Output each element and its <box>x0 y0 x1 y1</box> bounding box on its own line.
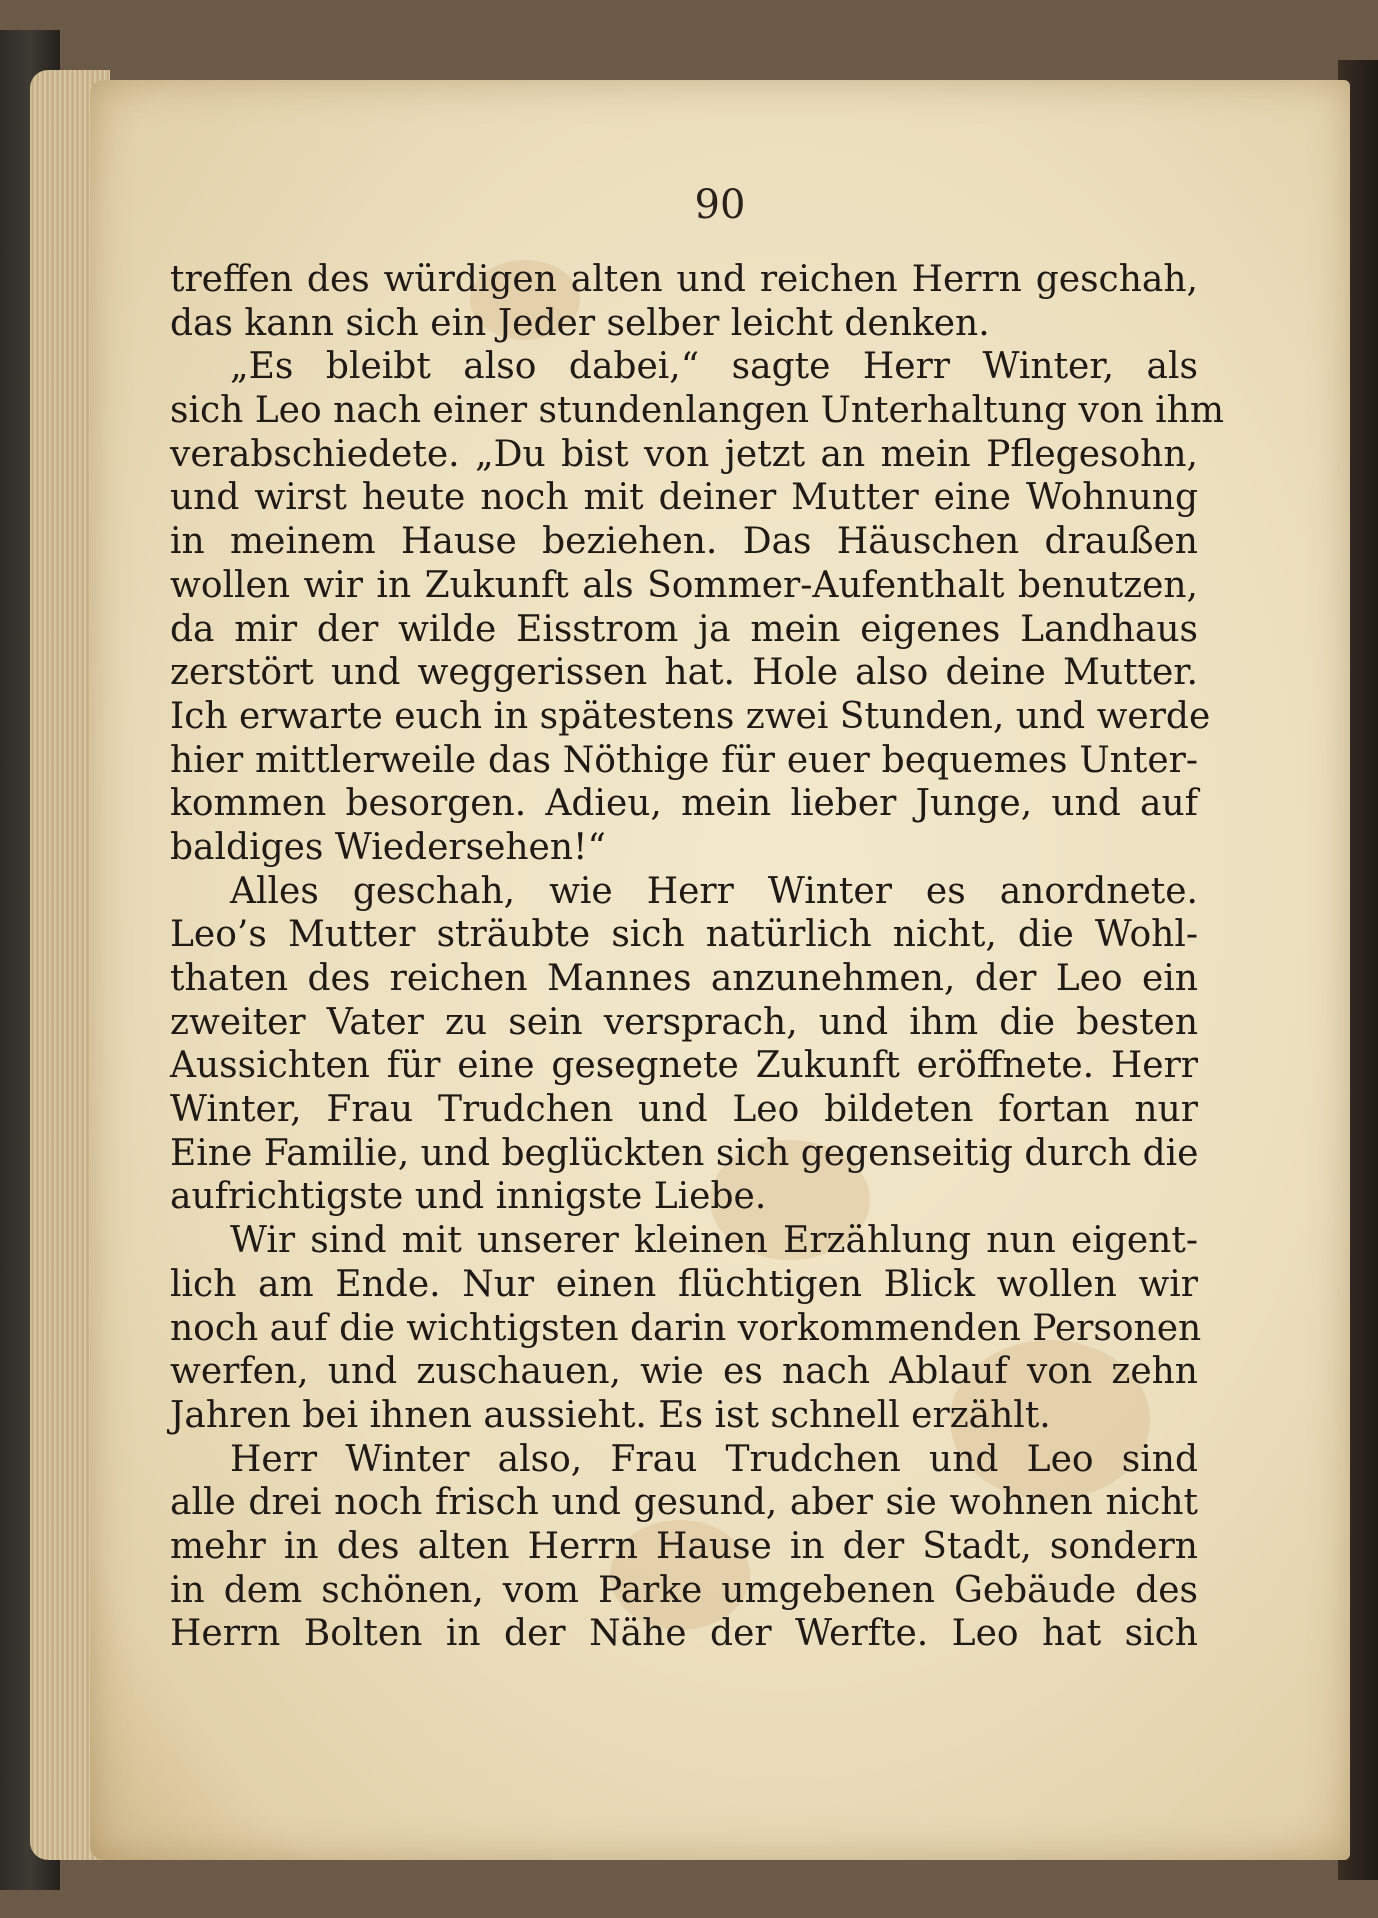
text-line: thaten des reichen Mannes anzunehmen, der Leo ein <box>170 958 1198 999</box>
text-line: sich Leo nach einer stundenlangen Unterhaltung von ihm <box>170 390 1224 432</box>
text-line: verabschiedete. „Du bist von jetzt an mein Pflegesohn, <box>170 433 1198 475</box>
text-line: baldiges Wiedersehen!“ <box>170 826 606 868</box>
text-line: werfen, und zuschauen, wie es nach Ablauf von zehn <box>170 1351 1198 1393</box>
text-line: „Es bleibt also dabei,“ sagte Herr Winter, als <box>230 346 1198 388</box>
text-line: mehr in des alten Herrn Hause in der Stadt, sondern <box>170 1525 1198 1567</box>
text-line: hier mittlerweile das Nöthige für euer bequemes Unter- <box>170 739 1198 781</box>
body-text <box>170 258 1224 1656</box>
text-line: Leo’s Mutter sträubte sich natürlich nicht, die Wohl- <box>170 914 1198 956</box>
text-line: Wir sind mit unserer kleinen Erzählung nun eigent- <box>230 1220 1198 1262</box>
text-line: Herr Winter also, Frau Trudchen und Leo sind <box>230 1438 1198 1480</box>
page-number: 90 <box>694 182 746 228</box>
text-line: und wirst heute noch mit deiner Mutter eine Wohnung <box>170 477 1198 519</box>
text-line: in meinem Hause beziehen. Das Häuschen draußen <box>170 521 1198 563</box>
text-line: zweiter Vater zu sein versprach, und ihm die besten <box>170 1001 1198 1043</box>
text-line: wollen wir in Zukunft als Sommer-Aufenthalt benutzen, <box>170 564 1198 606</box>
text-line: noch auf die wichtigsten darin vorkommenden Personen <box>170 1307 1202 1349</box>
text-line: Ich erwarte euch in spätestens zwei Stunden, und werde <box>170 695 1211 737</box>
text-line: Alles geschah, wie Herr Winter es anordnete. <box>230 870 1198 912</box>
text-line: treffen des würdigen alten und reichen Herrn geschah, <box>170 259 1198 300</box>
text-line: kommen besorgen. Adieu, mein lieber Junge, und auf <box>170 783 1198 825</box>
text-line: Herrn Bolten in der Nähe der Werfte. Leo hat sich <box>170 1613 1198 1655</box>
text-line: zerstört und weggerissen hat. Hole also deine Mutter. <box>170 652 1198 694</box>
text-line: Aussichten für eine gesegnete Zukunft eröffnete. Herr <box>170 1045 1198 1087</box>
text-line: in dem schönen, vom Parke umgebenen Gebäude des <box>170 1569 1198 1611</box>
text-line: das kann sich ein Jeder selber leicht denken. <box>170 302 990 344</box>
text-line: lich am Ende. Nur einen flüchtigen Blick wollen wir <box>170 1263 1198 1305</box>
text-line: aufrichtigste und innigste Liebe. <box>170 1176 767 1218</box>
text-line: Winter, Frau Trudchen und Leo bildeten fortan nur <box>170 1089 1198 1131</box>
text-line: Jahren bei ihnen aussieht. Es ist schnell erzählt. <box>170 1394 1051 1436</box>
text-line: da mir der wilde Eisstrom ja mein eigenes Landhaus <box>170 608 1198 650</box>
text-line: Eine Familie, und beglückten sich gegenseitig durch die <box>170 1132 1199 1174</box>
text-line: alle drei noch frisch und gesund, aber sie wohnen nicht <box>170 1482 1198 1524</box>
